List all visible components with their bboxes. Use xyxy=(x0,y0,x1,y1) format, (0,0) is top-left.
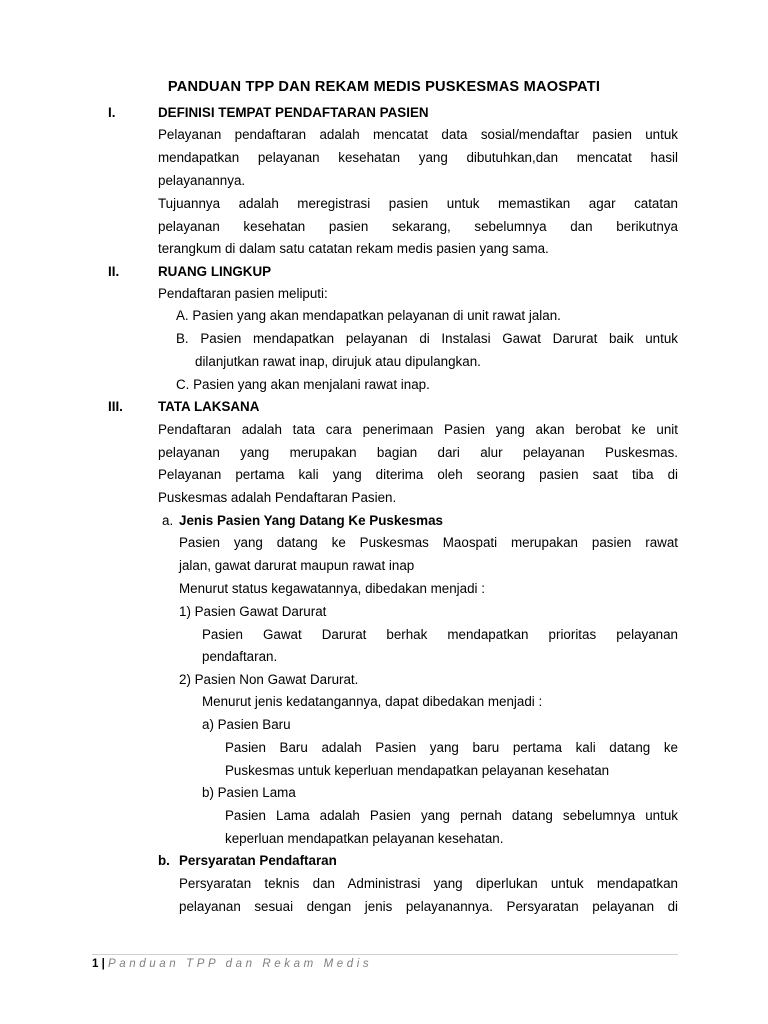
subsection-a-item-2-desc: Menurut jenis kedatangannya, dapat dibedakan menjadi : xyxy=(202,694,543,709)
section-2-item-b-line-2: dilanjutkan rawat inap, dirujuk atau dipulangkan. xyxy=(195,354,481,369)
section-3-heading: TATA LAKSANA xyxy=(158,399,260,414)
subsection-a-sub-item-b-desc-line-2: keperluan mendapatkan pelayanan kesehatan. xyxy=(225,831,504,846)
section-1-paragraph-1-line-2: mendapatkan pelayanan kesehatan yang dibutuhkan,dan mencatat hasil xyxy=(158,150,678,165)
subsection-a-sub-item-a-desc-line-1: Pasien Baru adalah Pasien yang baru pertama kali datang ke xyxy=(225,740,678,755)
footer-document-name: Panduan TPP dan Rekam Medis xyxy=(108,958,373,970)
subsection-a-status-intro: Menurut status kegawatannya, dibedakan menjadi : xyxy=(179,581,485,596)
section-2-item-c: C. Pasien yang akan menjalani rawat inap. xyxy=(176,377,430,392)
subsection-b-paragraph-line-1: Persyaratan teknis dan Administrasi yang diperlukan untuk mendapatkan xyxy=(179,876,678,891)
section-2-intro: Pendaftaran pasien meliputi: xyxy=(158,286,328,301)
subsection-b-marker: b. xyxy=(158,853,170,868)
subsection-a-item-1: 1) Pasien Gawat Darurat xyxy=(179,604,327,619)
section-3-paragraph-line-2: pelayanan yang merupakan bagian dari alur pelayanan Puskesmas. xyxy=(158,445,678,460)
subsection-a-marker: a. xyxy=(162,513,174,528)
subsection-a-sub-item-b: b) Pasien Lama xyxy=(202,785,296,800)
section-1-paragraph-1-line-3: pelayanannya. xyxy=(158,173,246,188)
subsection-b-paragraph-line-2: pelayanan sesuai dengan jenis pelayanannya. Persyaratan pelayanan di xyxy=(179,899,678,914)
section-1-paragraph-2-line-2: pelayanan kesehatan pasien sekarang, sebelumnya dan berikutnya xyxy=(158,219,678,234)
subsection-a-heading: Jenis Pasien Yang Datang Ke Puskesmas xyxy=(179,513,443,528)
subsection-a-item-2: 2) Pasien Non Gawat Darurat. xyxy=(179,672,359,687)
section-2-item-a: A. Pasien yang akan mendapatkan pelayanan di unit rawat jalan. xyxy=(176,308,561,323)
section-1-number: I. xyxy=(108,105,116,120)
section-3-paragraph-line-3: Pelayanan pertama kali yang diterima oleh seorang pasien saat tiba di xyxy=(158,467,678,482)
subsection-a-item-1-desc-line-2: pendaftaran. xyxy=(202,649,278,664)
section-1-paragraph-2-line-1: Tujuannya adalah meregistrasi pasien untuk memastikan agar catatan xyxy=(158,196,678,211)
footer-divider xyxy=(92,954,678,955)
subsection-b-heading: Persyaratan Pendaftaran xyxy=(179,853,337,868)
document-title: PANDUAN TPP DAN REKAM MEDIS PUSKESMAS MAOSPATI xyxy=(167,79,601,95)
subsection-a-paragraph-line-2: jalan, gawat darurat maupun rawat inap xyxy=(179,558,415,573)
section-1-heading: DEFINISI TEMPAT PENDAFTARAN PASIEN xyxy=(158,105,429,120)
section-3-paragraph-line-4: Puskesmas adalah Pendaftaran Pasien. xyxy=(158,490,397,505)
subsection-a-sub-item-a-desc-line-2: Puskesmas untuk keperluan mendapatkan pelayanan kesehatan xyxy=(225,763,610,778)
subsection-a-paragraph-line-1: Pasien yang datang ke Puskesmas Maospati merupakan pasien rawat xyxy=(179,535,678,550)
footer-page-number: 1 xyxy=(92,958,99,970)
section-2-number: II. xyxy=(108,264,120,279)
section-2-heading: RUANG LINGKUP xyxy=(158,264,272,279)
subsection-a-sub-item-a: a) Pasien Baru xyxy=(202,717,291,732)
section-2-item-b-line-1: B. Pasien mendapatkan pelayanan di Instalasi Gawat Darurat baik untuk xyxy=(176,331,678,346)
section-1-paragraph-1-line-1: Pelayanan pendaftaran adalah mencatat data sosial/mendaftar pasien untuk xyxy=(158,127,678,142)
section-3-paragraph-line-1: Pendaftaran adalah tata cara penerimaan Pasien yang akan berobat ke unit xyxy=(158,422,678,437)
section-3-number: III. xyxy=(108,399,123,414)
section-1-paragraph-2-line-3: terangkum di dalam satu catatan rekam medis pasien yang sama. xyxy=(158,241,549,256)
subsection-a-item-1-desc-line-1: Pasien Gawat Darurat berhak mendapatkan prioritas pelayanan xyxy=(202,627,678,642)
subsection-a-sub-item-b-desc-line-1: Pasien Lama adalah Pasien yang pernah datang sebelumnya untuk xyxy=(225,808,678,823)
footer-separator: | xyxy=(101,958,105,970)
page-footer xyxy=(92,956,372,972)
